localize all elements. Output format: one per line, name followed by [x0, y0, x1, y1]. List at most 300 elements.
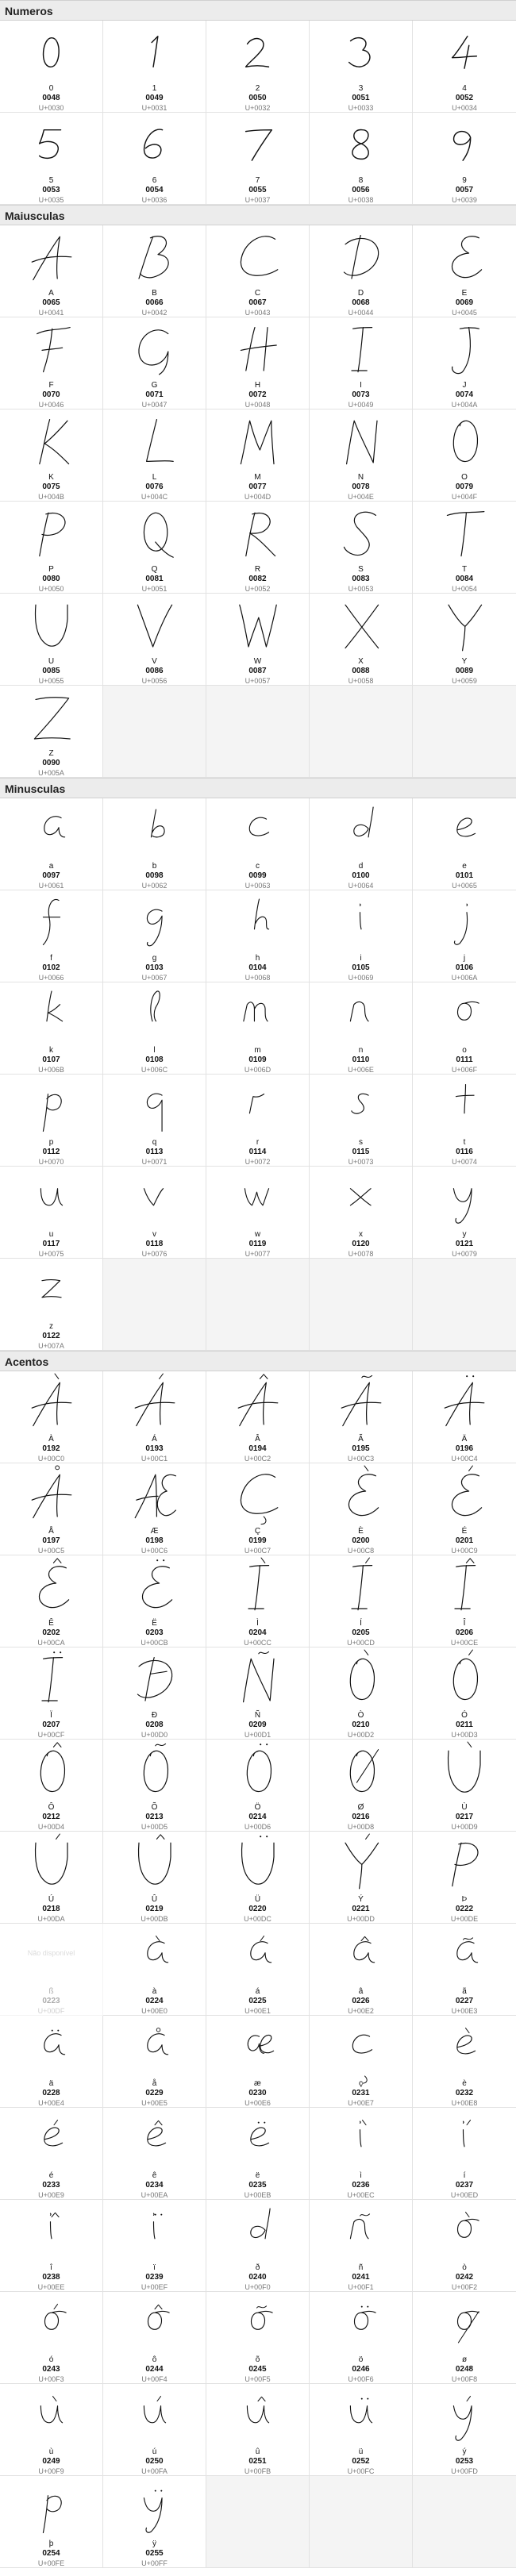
glyph-cell: [206, 409, 310, 502]
glyph-cell: [0, 1463, 103, 1555]
glyph-cell: [0, 1647, 103, 1740]
glyph-char-label: Ì: [256, 1619, 259, 1628]
glyph-decimal-code: 0195: [352, 1444, 370, 1453]
glyph-char-label: ê: [152, 2171, 157, 2180]
glyph-unicode-code: U+00FE: [37, 2559, 65, 2567]
glyph-cell: [103, 113, 206, 205]
glyph-drawing: [339, 2388, 383, 2442]
glyph-cell: [206, 1463, 310, 1555]
accent-mark-circ: [466, 1559, 474, 1563]
glyph-unicode-code: U+00EE: [37, 2283, 65, 2291]
glyph-cell: [103, 1167, 206, 1259]
glyph-decimal-code: 0108: [145, 1055, 164, 1064]
glyph-char-label: ó: [48, 2355, 54, 2364]
glyph-unicode-code: U+0042: [141, 309, 168, 317]
glyph-stroke: [35, 1843, 67, 1884]
glyph-char-label: Ð: [151, 1711, 158, 1720]
glyph-preview: [310, 1557, 412, 1616]
glyph-decimal-code: 0107: [42, 1055, 60, 1064]
glyph-preview: [413, 319, 516, 378]
glyph-char-label: T: [461, 565, 468, 574]
glyph-unicode-code: U+00F1: [348, 2283, 374, 2291]
glyph-drawing: [230, 596, 286, 653]
glyph-decimal-code: 0232: [455, 2089, 474, 2097]
accent-mark-diaeresis-dot: [472, 1375, 474, 1377]
glyph-stroke: [43, 1094, 61, 1132]
glyph-stroke: [254, 899, 268, 929]
glyph-stroke: [135, 1382, 175, 1425]
glyph-cell: [206, 1924, 310, 2016]
glyph-unicode-code: U+0062: [141, 882, 168, 890]
glyph-char-label: Á: [152, 1435, 157, 1444]
glyph-preview: [206, 1833, 309, 1892]
glyph-char-label: ö: [358, 2355, 364, 2364]
glyph-drawing: [24, 1834, 79, 1891]
glyph-stroke: [351, 1094, 368, 1113]
glyph-char-label: d: [358, 862, 364, 871]
glyph-char-label: ä: [48, 2079, 54, 2088]
glyph-unicode-code: U+00C8: [347, 1547, 375, 1555]
accent-mark-ring: [55, 1466, 59, 1470]
glyph-decimal-code: 0070: [42, 390, 60, 399]
accent-mark-circ: [155, 2305, 162, 2309]
glyph-drawing: [230, 1374, 286, 1431]
glyph-cell: [310, 1075, 413, 1167]
glyph-unicode-code: U+0034: [452, 104, 477, 112]
glyph-preview: [206, 2201, 309, 2260]
glyph-decimal-code: 0226: [352, 1997, 370, 2005]
glyph-stroke: [146, 420, 173, 462]
glyph-drawing: [230, 1834, 286, 1891]
glyph-preview: [103, 1076, 206, 1135]
glyph-drawing: [24, 1558, 79, 1615]
glyph-stroke: [457, 1002, 479, 1020]
glyph-cell: [0, 890, 103, 982]
glyph-unicode-code: U+00F5: [245, 2375, 271, 2383]
glyph-decimal-code: 0233: [42, 2181, 60, 2190]
glyph-decimal-code: 0213: [145, 1813, 164, 1821]
glyph-drawing: [29, 2480, 74, 2534]
glyph-preview: [310, 1925, 412, 1984]
glyph-preview: [206, 2293, 309, 2352]
glyph-preview: [413, 2201, 516, 2260]
section-title: Acentos: [0, 1351, 516, 1371]
glyph-stroke: [449, 1751, 480, 1792]
glyph-drawing: [442, 1171, 487, 1225]
glyph-decimal-code: 0248: [455, 2365, 474, 2374]
glyph-drawing: [333, 1558, 389, 1615]
glyph-unicode-code: U+00DD: [347, 1915, 375, 1923]
glyph-preview: [103, 595, 206, 654]
glyph-unicode-code: U+00CC: [244, 1639, 271, 1647]
glyph-unicode-code: U+0046: [38, 401, 64, 409]
glyph-drawing: [442, 802, 487, 856]
accent-mark-acute: [469, 1466, 473, 1471]
glyph-preview: [0, 800, 102, 859]
glyph-decimal-code: 0237: [455, 2181, 474, 2190]
glyph-char-label: Ç: [254, 1527, 261, 1536]
glyph-char-label: û: [255, 2447, 260, 2456]
glyph-drawing: [236, 124, 280, 163]
glyph-unicode-code: U+00C7: [244, 1547, 271, 1555]
glyph-cell: [310, 2384, 413, 2476]
glyph-stroke: [32, 236, 71, 279]
glyph-drawing: [133, 2388, 177, 2442]
glyph-cell: [413, 1371, 516, 1463]
glyph-cell: [0, 317, 103, 409]
glyph-drawing: [29, 986, 74, 1040]
accent-mark-tilde: [155, 1744, 165, 1745]
glyph-stroke: [350, 2220, 368, 2239]
glyph-drawing: [127, 228, 183, 285]
glyph-char-label: t: [463, 1138, 466, 1147]
glyph-unicode-code: U+0052: [245, 585, 271, 593]
glyph-char-label: á: [255, 1987, 260, 1996]
empty-cell: [206, 1259, 310, 1351]
glyph-char-label: 6: [152, 176, 157, 185]
glyph-cell: [310, 317, 413, 409]
glyph-decimal-code: 0112: [42, 1148, 60, 1156]
glyph-decimal-code: 0199: [248, 1536, 267, 1545]
accent-mark-grave: [52, 2397, 56, 2401]
glyph-cell: [0, 1167, 103, 1259]
section-title: Maiusculas: [0, 205, 516, 225]
glyph-decimal-code: 0208: [145, 1721, 164, 1729]
glyph-preview: [310, 2386, 412, 2444]
glyph-stroke: [457, 818, 476, 836]
glyph-decimal-code: 0227: [455, 1997, 474, 2005]
glyph-decimal-code: 0218: [42, 1905, 60, 1913]
glyph-cell: [206, 1555, 310, 1647]
glyph-drawing: [29, 894, 74, 948]
glyph-cell: [103, 2384, 206, 2476]
glyph-decimal-code: 0084: [455, 575, 474, 583]
accent-mark-bar: [150, 1671, 167, 1674]
glyph-drawing: [230, 228, 286, 285]
glyph-preview: [103, 319, 206, 378]
glyph-stroke: [137, 1658, 171, 1701]
glyph-char-label: Í: [360, 1619, 362, 1628]
glyph-drawing: [24, 1374, 79, 1431]
glyph-drawing: [127, 596, 183, 653]
accent-mark-diaeresis-dot: [466, 1375, 468, 1377]
accent-mark-diaeresis-dot: [160, 2214, 162, 2216]
glyph-unicode-code: U+00D9: [451, 1823, 478, 1831]
glyph-stroke: [241, 421, 274, 463]
glyph-stroke: [250, 1942, 271, 1963]
glyph-stroke: [348, 1474, 378, 1516]
glyph-decimal-code: 0198: [145, 1536, 164, 1545]
glyph-cell: [0, 1259, 103, 1351]
glyph-unicode-code: U+00F2: [451, 2283, 478, 2291]
glyph-stroke: [350, 1002, 368, 1021]
glyph-decimal-code: 0069: [455, 298, 474, 307]
glyph-stroke: [353, 1942, 374, 1963]
glyph-drawing: [333, 1742, 389, 1799]
glyph-decimal-code: 0216: [352, 1813, 370, 1821]
glyph-decimal-code: 0192: [42, 1444, 60, 1453]
glyph-decimal-code: 0051: [352, 94, 370, 102]
glyph-decimal-code: 0087: [248, 667, 267, 675]
glyph-unicode-code: U+00C0: [37, 1455, 65, 1463]
accent-mark-diaeresis-dot: [260, 1744, 261, 1745]
glyph-char-label: ÿ: [152, 2539, 156, 2548]
glyph-cell: [0, 686, 103, 778]
glyph-drawing: [236, 2388, 280, 2442]
glyph-preview: [310, 114, 412, 173]
glyph-cell: [310, 225, 413, 317]
glyph-unicode-code: U+0049: [348, 401, 374, 409]
glyph-stroke: [40, 1751, 64, 1791]
glyph-drawing: [230, 504, 286, 561]
glyph-char-label: V: [152, 657, 157, 666]
glyph-preview: [0, 1741, 102, 1800]
glyph-char-label: ï: [153, 2263, 156, 2272]
glyph-cell: [206, 2384, 310, 2476]
glyph-char-label: q: [152, 1138, 157, 1147]
glyph-decimal-code: 0210: [352, 1721, 370, 1729]
glyph-stroke: [44, 2128, 62, 2146]
accent-mark-cedilla: [261, 1517, 266, 1524]
glyph-decimal-code: 0214: [248, 1813, 267, 1821]
glyph-char-label: ñ: [358, 2263, 364, 2272]
glyph-char-label: É: [461, 1527, 468, 1536]
glyph-stroke: [449, 605, 482, 651]
glyph-unicode-code: U+006D: [244, 1066, 271, 1074]
glyph-preview: [103, 2017, 206, 2076]
glyph-decimal-code: 0080: [42, 575, 60, 583]
glyph-drawing: [236, 32, 280, 71]
glyph-drawing: [24, 596, 79, 653]
glyph-drawing: [236, 1171, 280, 1225]
glyph-drawing: [339, 1078, 383, 1132]
glyph-preview: [103, 1465, 206, 1524]
glyph-unicode-code: U+0047: [141, 401, 168, 409]
glyph-drawing: [24, 228, 79, 285]
glyph-drawing: [339, 2020, 383, 2074]
glyph-preview: [206, 1741, 309, 1800]
glyph-unicode-code: U+00C4: [451, 1455, 478, 1463]
glyph-decimal-code: 0207: [42, 1721, 60, 1729]
glyph-stroke: [44, 817, 64, 837]
accent-mark-tilde: [360, 2214, 369, 2216]
glyph-preview: [0, 1649, 102, 1708]
glyph-stroke: [147, 2128, 165, 2146]
glyph-preview: [413, 2386, 516, 2444]
glyph-unicode-code: U+0070: [38, 1158, 64, 1166]
glyph-stroke: [40, 2406, 62, 2423]
glyph-preview: [413, 1373, 516, 1432]
glyph-decimal-code: 0245: [248, 2365, 267, 2374]
glyph-unicode-code: U+00FD: [451, 2467, 478, 2475]
glyph-cell: [206, 1371, 310, 1463]
glyph-drawing: [230, 1742, 286, 1799]
glyph-decimal-code: 0090: [42, 759, 60, 767]
glyph-stroke: [138, 1843, 170, 1884]
glyph-cell: [413, 1075, 516, 1167]
glyph-decimal-code: 0104: [248, 963, 267, 972]
glyph-stroke: [243, 1002, 267, 1021]
glyph-decimal-code: 0235: [248, 2181, 267, 2190]
glyph-preview: [413, 2109, 516, 2168]
glyph-preview: [0, 22, 102, 81]
accent-mark-grave: [466, 2028, 470, 2033]
glyph-decimal-code: 0253: [455, 2457, 474, 2466]
glyph-unicode-code: U+00CD: [347, 1639, 375, 1647]
glyph-preview: [413, 1076, 516, 1135]
glyph-stroke: [135, 1474, 175, 1517]
glyph-stroke: [39, 130, 60, 159]
glyph-stroke: [352, 328, 372, 372]
glyph-char-label: J: [462, 381, 467, 390]
glyph-unicode-code: U+0077: [245, 1250, 271, 1258]
accent-mark-circ: [53, 1559, 61, 1563]
glyph-char-label: Ø: [357, 1803, 364, 1812]
glyph-cell: [413, 594, 516, 686]
glyph-unicode-code: U+0079: [452, 1250, 477, 1258]
accent-mark-tilde: [256, 2306, 266, 2308]
glyph-char-label: A: [48, 289, 54, 298]
glyph-decimal-code: 0202: [42, 1628, 60, 1637]
glyph-char-label: D: [357, 289, 364, 298]
glyph-unicode-code: U+0075: [38, 1250, 64, 1258]
glyph-unicode-code: U+0039: [452, 196, 477, 204]
accent-mark-grave: [362, 2120, 366, 2125]
glyph-stroke: [455, 904, 468, 944]
glyph-decimal-code: 0105: [352, 963, 370, 972]
glyph-preview: [103, 2478, 206, 2536]
glyph-preview: [103, 984, 206, 1043]
glyph-unicode-code: U+0064: [348, 882, 374, 890]
glyph-preview: [0, 2293, 102, 2352]
glyph-cell: [310, 982, 413, 1075]
glyph-stroke: [247, 1751, 271, 1791]
glyph-char-label: f: [50, 954, 52, 963]
glyph-char-label: O: [461, 473, 468, 482]
glyph-cell: [310, 1832, 413, 1924]
glyph-decimal-code: 0088: [352, 667, 370, 675]
glyph-preview: [206, 503, 309, 562]
glyph-drawing: [333, 596, 389, 653]
glyph-unicode-code: U+004B: [38, 493, 64, 501]
glyph-cell: [206, 890, 310, 982]
glyph-cell: [310, 2016, 413, 2108]
glyph-preview: [310, 1373, 412, 1432]
glyph-decimal-code: 0077: [248, 483, 267, 491]
glyph-cell: [413, 1924, 516, 2016]
glyph-unicode-code: U+006C: [141, 1066, 168, 1074]
glyph-unicode-code: U+0036: [141, 196, 168, 204]
glyph-char-label: Y: [461, 657, 468, 666]
accent-mark-diaeresis-dot: [266, 1836, 268, 1837]
glyph-cell: [206, 1832, 310, 1924]
glyph-stroke: [245, 130, 271, 160]
glyph-drawing: [133, 2020, 177, 2074]
glyph-preview: [206, 319, 309, 378]
glyph-decimal-code: 0209: [248, 1721, 267, 1729]
glyph-decimal-code: 0206: [455, 1628, 474, 1637]
glyph-drawing: [339, 1171, 383, 1225]
glyph-unicode-code: U+00C9: [451, 1547, 478, 1555]
glyph-drawing: [230, 412, 286, 469]
glyph-stroke: [241, 236, 277, 276]
glyph-char-label: R: [254, 565, 261, 574]
glyph-cell: [413, 1647, 516, 1740]
glyph-unicode-code: U+00DF: [37, 2007, 65, 2015]
accent-mark-diaeresis-dot: [264, 2122, 265, 2124]
glyph-unicode-code: U+00F9: [38, 2467, 64, 2475]
glyph-char-label: H: [254, 381, 261, 390]
glyph-unicode-code: U+00C5: [37, 1547, 65, 1555]
accent-mark-diaeresis-dot: [60, 1651, 61, 1653]
glyph-cell: [0, 2108, 103, 2200]
glyph-char-label: e: [462, 862, 467, 871]
glyph-cell: [206, 2108, 310, 2200]
glyph-unicode-code: U+0068: [245, 974, 271, 982]
glyph-drawing: [133, 2296, 177, 2350]
glyph-decimal-code: 0229: [145, 2089, 164, 2097]
glyph-preview: [310, 1833, 412, 1892]
glyph-unicode-code: U+0072: [245, 1158, 271, 1166]
glyph-unicode-code: U+00FB: [244, 2467, 271, 2475]
glyph-decimal-code: 0244: [145, 2365, 164, 2374]
accent-mark-acute: [469, 1650, 473, 1655]
glyph-unicode-code: U+00C2: [244, 1455, 271, 1463]
glyph-preview: [206, 1557, 309, 1616]
glyph-unicode-code: U+00DB: [141, 1915, 168, 1923]
glyph-drawing: [133, 2112, 177, 2166]
glyph-cell: [413, 21, 516, 113]
glyph-char-label: 1: [152, 84, 157, 93]
glyph-char-label: ã: [462, 1987, 467, 1996]
glyph-char-label: L: [152, 473, 157, 482]
glyph-stroke: [39, 1567, 68, 1608]
glyph-decimal-code: 0114: [248, 1148, 267, 1156]
glyph-char-label: ù: [48, 2447, 54, 2456]
glyph-cell: [0, 409, 103, 502]
glyph-stroke: [452, 1843, 478, 1886]
glyph-stroke: [144, 1751, 168, 1791]
accent-mark-diaeresis-dot: [154, 2490, 156, 2492]
glyph-unicode-code: U+0035: [38, 196, 64, 204]
glyph-char-label: Ï: [50, 1711, 52, 1720]
glyph-decimal-code: 0048: [42, 94, 60, 102]
glyph-unicode-code: U+0044: [348, 309, 374, 317]
glyph-drawing: [133, 1171, 177, 1225]
glyph-decimal-code: 0066: [145, 298, 164, 307]
glyph-cell: [0, 1924, 103, 2016]
glyph-cell: [0, 1371, 103, 1463]
glyph-drawing: [442, 1078, 487, 1132]
glyph-stroke: [348, 38, 369, 67]
glyph-cell: [310, 113, 413, 205]
glyph-drawing: [437, 1650, 492, 1707]
glyph-cell: [310, 409, 413, 502]
glyph-char-label: 4: [462, 84, 467, 93]
glyph-preview: [206, 227, 309, 286]
glyph-preview: [0, 1925, 102, 1984]
glyph-char-label: à: [152, 1987, 157, 1996]
glyph-preview: [206, 2386, 309, 2444]
glyph-stroke: [447, 512, 483, 556]
accent-mark-grave: [55, 1374, 59, 1378]
glyph-decimal-code: 0074: [455, 390, 474, 399]
glyph-decimal-code: 0102: [42, 963, 60, 972]
glyph-drawing: [437, 1466, 492, 1523]
glyph-stroke: [144, 129, 162, 158]
glyph-preview: [310, 2201, 412, 2260]
glyph-stroke: [248, 1566, 269, 1610]
